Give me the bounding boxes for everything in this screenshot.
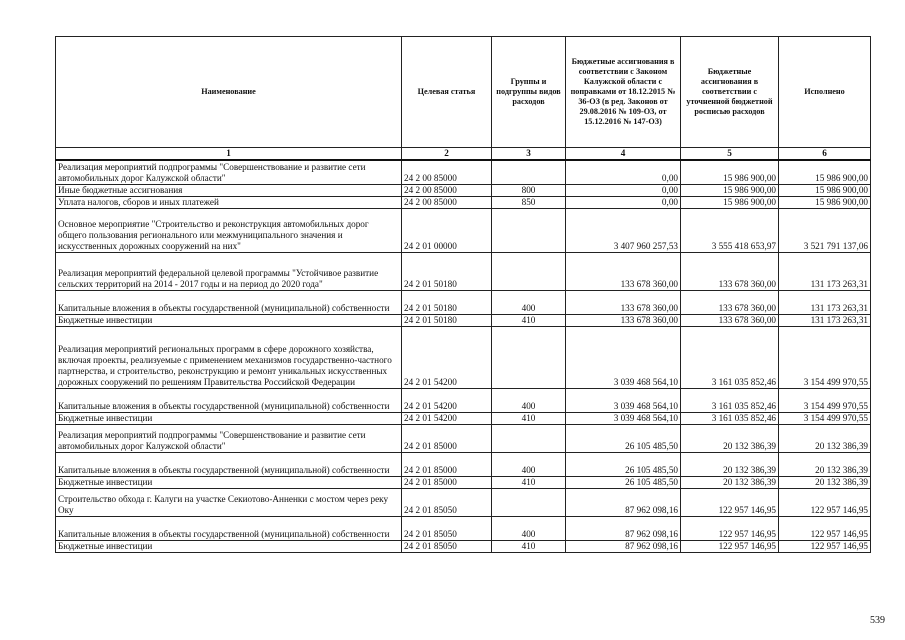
row-law-amount: 3 039 468 564,10 — [566, 412, 681, 424]
table-row — [56, 326, 871, 388]
row-expense-group: 410 — [492, 314, 566, 326]
row-executed-amount: 15 986 900,00 — [779, 184, 871, 196]
row-executed-amount: 15 986 900,00 — [779, 196, 871, 208]
row-updated-amount: 3 161 035 852,46 — [681, 326, 779, 388]
row-law-amount: 0,00 — [566, 184, 681, 196]
table-row — [56, 208, 871, 252]
row-target-code: 24 2 01 85050 — [402, 488, 492, 516]
row-updated-amount: 133 678 360,00 — [681, 314, 779, 326]
row-target-code: 24 2 01 50180 — [402, 290, 492, 314]
row-expense-group: 410 — [492, 476, 566, 488]
row-updated-amount: 15 986 900,00 — [681, 184, 779, 196]
column-number: 2 — [402, 148, 492, 161]
row-updated-amount: 122 957 146,95 — [681, 488, 779, 516]
table-row — [56, 314, 871, 326]
row-name: Бюджетные инвестиции — [56, 412, 402, 424]
table-row — [56, 488, 871, 516]
column-number: 5 — [681, 148, 779, 161]
row-law-amount: 3 039 468 564,10 — [566, 326, 681, 388]
row-target-code: 24 2 01 00000 — [402, 208, 492, 252]
header-executed: Исполнено — [779, 37, 871, 148]
row-updated-amount: 20 132 386,39 — [681, 452, 779, 476]
row-expense-group: 410 — [492, 540, 566, 552]
row-expense-group: 800 — [492, 184, 566, 196]
row-executed-amount: 131 173 263,31 — [779, 252, 871, 290]
row-law-amount: 0,00 — [566, 160, 681, 184]
row-law-amount: 0,00 — [566, 196, 681, 208]
row-law-amount: 87 962 098,16 — [566, 516, 681, 540]
header-law: Бюджетные ассигнования в соответствии с Законом Калужской области с поправками от 18.12.2015 № 36-ОЗ (в ред. Законов от 29.08.2016 № 109-ОЗ, от 15.12.2016 № 147-ОЗ) — [566, 37, 681, 148]
column-number: 4 — [566, 148, 681, 161]
table-row — [56, 290, 871, 314]
header-row — [56, 37, 871, 148]
table-row — [56, 412, 871, 424]
row-executed-amount: 3 154 499 970,55 — [779, 388, 871, 412]
table-row — [56, 516, 871, 540]
row-name: Бюджетные инвестиции — [56, 540, 402, 552]
row-executed-amount: 122 957 146,95 — [779, 516, 871, 540]
row-target-code: 24 2 01 54200 — [402, 326, 492, 388]
row-updated-amount: 15 986 900,00 — [681, 196, 779, 208]
budget-table — [55, 36, 871, 553]
row-target-code: 24 2 00 85000 — [402, 184, 492, 196]
row-executed-amount: 20 132 386,39 — [779, 424, 871, 452]
row-target-code: 24 2 00 85000 — [402, 196, 492, 208]
row-target-code: 24 2 00 85000 — [402, 160, 492, 184]
row-expense-group: 850 — [492, 196, 566, 208]
row-expense-group: 400 — [492, 290, 566, 314]
row-updated-amount: 15 986 900,00 — [681, 160, 779, 184]
table-row — [56, 252, 871, 290]
row-name: Основное мероприятие "Строительство и реконструкция автомобильных дорог общего пользования регионального или межмуниципального значения и искусственных дорожных сооружений на них" — [56, 208, 402, 252]
table-row — [56, 424, 871, 452]
row-updated-amount: 122 957 146,95 — [681, 540, 779, 552]
row-name: Капитальные вложения в объекты государственной (муниципальной) собственности — [56, 516, 402, 540]
row-target-code: 24 2 01 50180 — [402, 314, 492, 326]
row-updated-amount: 133 678 360,00 — [681, 290, 779, 314]
row-executed-amount: 122 957 146,95 — [779, 540, 871, 552]
row-law-amount: 26 105 485,50 — [566, 476, 681, 488]
row-target-code: 24 2 01 50180 — [402, 252, 492, 290]
row-executed-amount: 15 986 900,00 — [779, 160, 871, 184]
table-row — [56, 540, 871, 552]
row-name: Реализация мероприятий подпрограммы "Совершенствование и развитие сети автомобильных дорог Калужской области" — [56, 160, 402, 184]
row-executed-amount: 3 521 791 137,06 — [779, 208, 871, 252]
table-body — [56, 160, 871, 552]
table-row — [56, 476, 871, 488]
header-updated: Бюджетные ассигнования в соответствии с уточненной бюджетной росписью расходов — [681, 37, 779, 148]
row-executed-amount: 20 132 386,39 — [779, 476, 871, 488]
row-target-code: 24 2 01 85050 — [402, 516, 492, 540]
table-row — [56, 452, 871, 476]
column-number: 1 — [56, 148, 402, 161]
row-law-amount: 3 407 960 257,53 — [566, 208, 681, 252]
header-name: Наименование — [56, 37, 402, 148]
row-expense-group — [492, 160, 566, 184]
header-target: Целевая статья — [402, 37, 492, 148]
row-name: Капитальные вложения в объекты государственной (муниципальной) собственности — [56, 290, 402, 314]
row-expense-group — [492, 326, 566, 388]
row-law-amount: 133 678 360,00 — [566, 252, 681, 290]
row-target-code: 24 2 01 85000 — [402, 476, 492, 488]
row-expense-group: 400 — [492, 516, 566, 540]
row-executed-amount: 122 957 146,95 — [779, 488, 871, 516]
row-expense-group — [492, 252, 566, 290]
row-target-code: 24 2 01 85050 — [402, 540, 492, 552]
row-law-amount: 133 678 360,00 — [566, 290, 681, 314]
row-name: Реализация мероприятий федеральной целевой программы "Устойчивое развитие сельских территорий на 2014 - 2017 годы и на период до 2020 года" — [56, 252, 402, 290]
row-updated-amount: 133 678 360,00 — [681, 252, 779, 290]
row-name: Капитальные вложения в объекты государственной (муниципальной) собственности — [56, 452, 402, 476]
row-name: Реализация мероприятий подпрограммы "Совершенствование и развитие сети автомобильных дорог Калужской области" — [56, 424, 402, 452]
row-law-amount: 3 039 468 564,10 — [566, 388, 681, 412]
row-name: Уплата налогов, сборов и иных платежей — [56, 196, 402, 208]
row-expense-group — [492, 208, 566, 252]
page-number: 539 — [870, 615, 885, 626]
row-executed-amount: 3 154 499 970,55 — [779, 412, 871, 424]
row-updated-amount: 20 132 386,39 — [681, 476, 779, 488]
row-updated-amount: 20 132 386,39 — [681, 424, 779, 452]
row-expense-group: 400 — [492, 388, 566, 412]
row-target-code: 24 2 01 85000 — [402, 424, 492, 452]
row-law-amount: 26 105 485,50 — [566, 424, 681, 452]
row-name: Бюджетные инвестиции — [56, 476, 402, 488]
row-expense-group: 410 — [492, 412, 566, 424]
row-target-code: 24 2 01 54200 — [402, 412, 492, 424]
row-executed-amount: 20 132 386,39 — [779, 452, 871, 476]
row-name: Строительство обхода г. Калуги на участке Секиотово-Анненки с мостом через реку Оку — [56, 488, 402, 516]
row-law-amount: 133 678 360,00 — [566, 314, 681, 326]
column-number: 3 — [492, 148, 566, 161]
header-groups: Группы и подгруппы видов расходов — [492, 37, 566, 148]
row-expense-group — [492, 424, 566, 452]
column-number: 6 — [779, 148, 871, 161]
column-number-row — [56, 148, 871, 161]
table-row — [56, 196, 871, 208]
row-executed-amount: 131 173 263,31 — [779, 314, 871, 326]
row-updated-amount: 122 957 146,95 — [681, 516, 779, 540]
row-updated-amount: 3 555 418 653,97 — [681, 208, 779, 252]
row-expense-group: 400 — [492, 452, 566, 476]
row-updated-amount: 3 161 035 852,46 — [681, 412, 779, 424]
row-target-code: 24 2 01 54200 — [402, 388, 492, 412]
row-name: Реализация мероприятий региональных программ в сфере дорожного хозяйства, включая проекты, реализуемые с применением механизмов государственно-частного партнерства, и строительство, реконструкцию и ремонт уникальных искусственных дорожных сооружений по решениям Правительства Российской Федерации — [56, 326, 402, 388]
row-executed-amount: 131 173 263,31 — [779, 290, 871, 314]
row-law-amount: 26 105 485,50 — [566, 452, 681, 476]
row-law-amount: 87 962 098,16 — [566, 488, 681, 516]
row-name: Иные бюджетные ассигнования — [56, 184, 402, 196]
table-row — [56, 160, 871, 184]
row-law-amount: 87 962 098,16 — [566, 540, 681, 552]
table-row — [56, 184, 871, 196]
table-row — [56, 388, 871, 412]
row-executed-amount: 3 154 499 970,55 — [779, 326, 871, 388]
row-expense-group — [492, 488, 566, 516]
row-updated-amount: 3 161 035 852,46 — [681, 388, 779, 412]
row-name: Капитальные вложения в объекты государственной (муниципальной) собственности — [56, 388, 402, 412]
row-target-code: 24 2 01 85000 — [402, 452, 492, 476]
row-name: Бюджетные инвестиции — [56, 314, 402, 326]
